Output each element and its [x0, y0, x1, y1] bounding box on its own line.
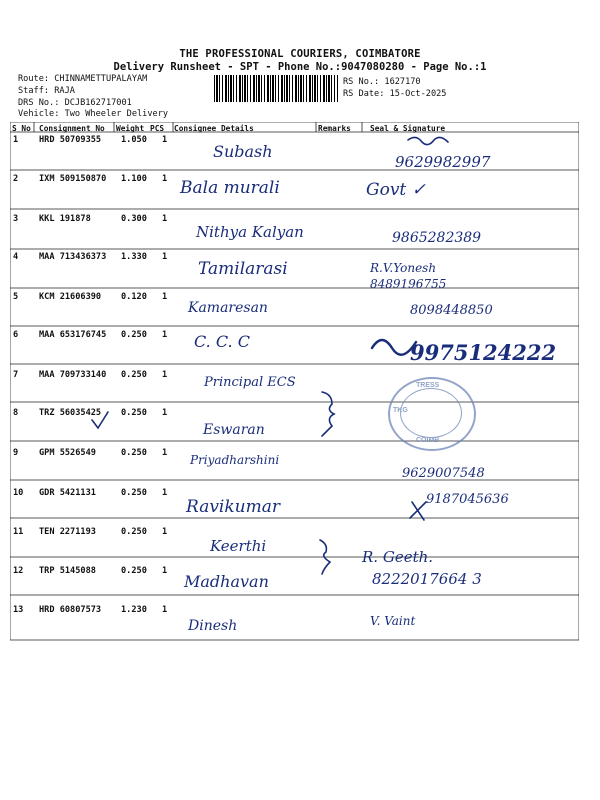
row-consignee-handwritten: Tamilarasi	[198, 259, 288, 279]
row-signature-handwritten: 9629982997	[395, 153, 491, 171]
row-sno: 4	[13, 252, 19, 262]
row-weight: 0.250	[121, 370, 147, 380]
row-signature-handwritten: V. Vaint	[370, 614, 416, 628]
company-title: THE PROFESSIONAL COURIERS, COIMBATORE	[179, 48, 421, 60]
row-sno: 10	[13, 488, 24, 498]
row-consignee-handwritten: C. C. C	[194, 332, 250, 351]
row-signature-handwritten: 8222017664 3	[372, 570, 482, 588]
seal-inner-ring	[400, 388, 462, 438]
row-pcs: 1	[162, 174, 168, 184]
row-sno: 3	[13, 214, 19, 224]
row-consignment: TRP 5145088	[39, 566, 96, 576]
row-pcs: 1	[162, 408, 168, 418]
row-signature-handwritten: 9865282389	[392, 230, 482, 246]
row-weight: 0.250	[121, 527, 147, 537]
row-weight: 0.250	[121, 448, 147, 458]
row-signature-handwritten: 9187045636	[426, 492, 509, 507]
row-weight: 0.250	[121, 408, 147, 418]
row-sno: 2	[13, 174, 19, 184]
company-seal	[388, 377, 476, 451]
row-signature-handwritten: R. Geeth.	[362, 548, 434, 566]
row-sno: 13	[13, 605, 24, 615]
row-consignment: KKL 191878	[39, 214, 91, 224]
row-pcs: 1	[162, 527, 168, 537]
col-header-consignment: Consignment No	[39, 124, 105, 133]
row-consignee-handwritten: Kamaresan	[188, 300, 268, 316]
runsheet-subtitle: Delivery Runsheet - SPT - Phone No.:9047080280 - Page No.:1	[113, 61, 487, 73]
seal-bottom-text: COIMB	[416, 437, 440, 444]
row-consignment: MAA 653176745	[39, 330, 107, 340]
row-weight: 1.100	[121, 174, 147, 184]
row-consignment: TEN 2271193	[39, 527, 96, 537]
row-consignee-handwritten: Madhavan	[184, 572, 269, 591]
row-sno: 6	[13, 330, 19, 340]
row-weight: 1.330	[121, 252, 147, 262]
row-consignment: GPM 5526549	[39, 448, 96, 458]
row-consignment: TRZ 56035425	[39, 408, 102, 418]
row-pcs: 1	[162, 330, 168, 340]
row-weight: 0.250	[121, 330, 147, 340]
row-weight: 0.120	[121, 292, 147, 302]
row-consignee-handwritten: Priyadharshini	[190, 453, 280, 467]
col-header-pcs: PCS	[150, 124, 165, 133]
row-signature-handwritten: Govt ✓	[366, 180, 426, 200]
row-sno: 1	[13, 135, 19, 145]
row-signature-handwritten: 9629007548	[402, 466, 485, 481]
row-pcs: 1	[162, 292, 168, 302]
row-weight: 1.050	[121, 135, 147, 145]
col-header-sno: S No	[12, 124, 31, 133]
barcode	[214, 75, 338, 102]
row-consignee-handwritten: Eswaran	[203, 422, 265, 438]
seal-side-text: TKG	[393, 407, 408, 414]
row-sno: 11	[13, 527, 24, 537]
row-consignee-handwritten: Dinesh	[188, 618, 238, 634]
col-header-signature: Seal & Signature	[370, 124, 446, 133]
row-pcs: 1	[162, 214, 168, 224]
row-consignment: MAA 713436373	[39, 252, 107, 262]
row-sno: 8	[13, 408, 19, 418]
row-signature-handwritten: 8098448850	[410, 303, 493, 318]
row-consignee-handwritten: Ravikumar	[186, 497, 280, 517]
row-consignee-handwritten: Subash	[213, 142, 273, 161]
row-signature-handwritten: 9975124222	[410, 340, 557, 365]
row-consignment: KCM 21606390	[39, 292, 102, 302]
row-weight: 0.300	[121, 214, 147, 224]
col-header-consignee: Consignee Details	[174, 124, 254, 133]
row-pcs: 1	[162, 252, 168, 262]
row-consignment: HRD 50709355	[39, 135, 102, 145]
row-consignee-handwritten: Bala murali	[180, 178, 280, 198]
row-weight: 0.250	[121, 566, 147, 576]
row-weight: 1.230	[121, 605, 147, 615]
row-consignment: IXM 509150870	[39, 174, 107, 184]
row-signature-handwritten: R.V.Yonesh 8489196755	[370, 261, 447, 291]
col-header-remarks: Remarks	[318, 124, 351, 133]
row-weight: 0.250	[121, 488, 147, 498]
drs-label: DRS No.: DCJB162717001	[18, 98, 132, 108]
seal-top-text: TRESS	[416, 382, 440, 389]
row-pcs: 1	[162, 605, 168, 615]
col-header-weight: Weight	[116, 124, 145, 133]
row-pcs: 1	[162, 488, 168, 498]
row-consignment: MAA 709733140	[39, 370, 107, 380]
staff-label: Staff: RAJA	[18, 86, 75, 96]
route-label: Route: CHINNAMETTUPALAYAM	[18, 74, 148, 84]
row-pcs: 1	[162, 135, 168, 145]
row-sno: 7	[13, 370, 19, 380]
rs-date: RS Date: 15-Oct-2025	[343, 89, 447, 99]
row-pcs: 1	[162, 370, 168, 380]
row-consignee-handwritten: Principal ECS	[204, 375, 296, 390]
row-sno: 9	[13, 448, 19, 458]
row-pcs: 1	[162, 448, 168, 458]
row-sno: 5	[13, 292, 19, 302]
row-pcs: 1	[162, 566, 168, 576]
row-consignee-handwritten: Nithya Kalyan	[196, 223, 304, 241]
row-consignment: HRD 60807573	[39, 605, 102, 615]
row-consignee-handwritten: Keerthi	[210, 537, 267, 555]
row-sno: 12	[13, 566, 24, 576]
rs-number: RS No.: 1627170	[343, 77, 421, 87]
row-consignment: GDR 5421131	[39, 488, 96, 498]
vehicle-label: Vehicle: Two Wheeler Delivery	[18, 109, 169, 119]
